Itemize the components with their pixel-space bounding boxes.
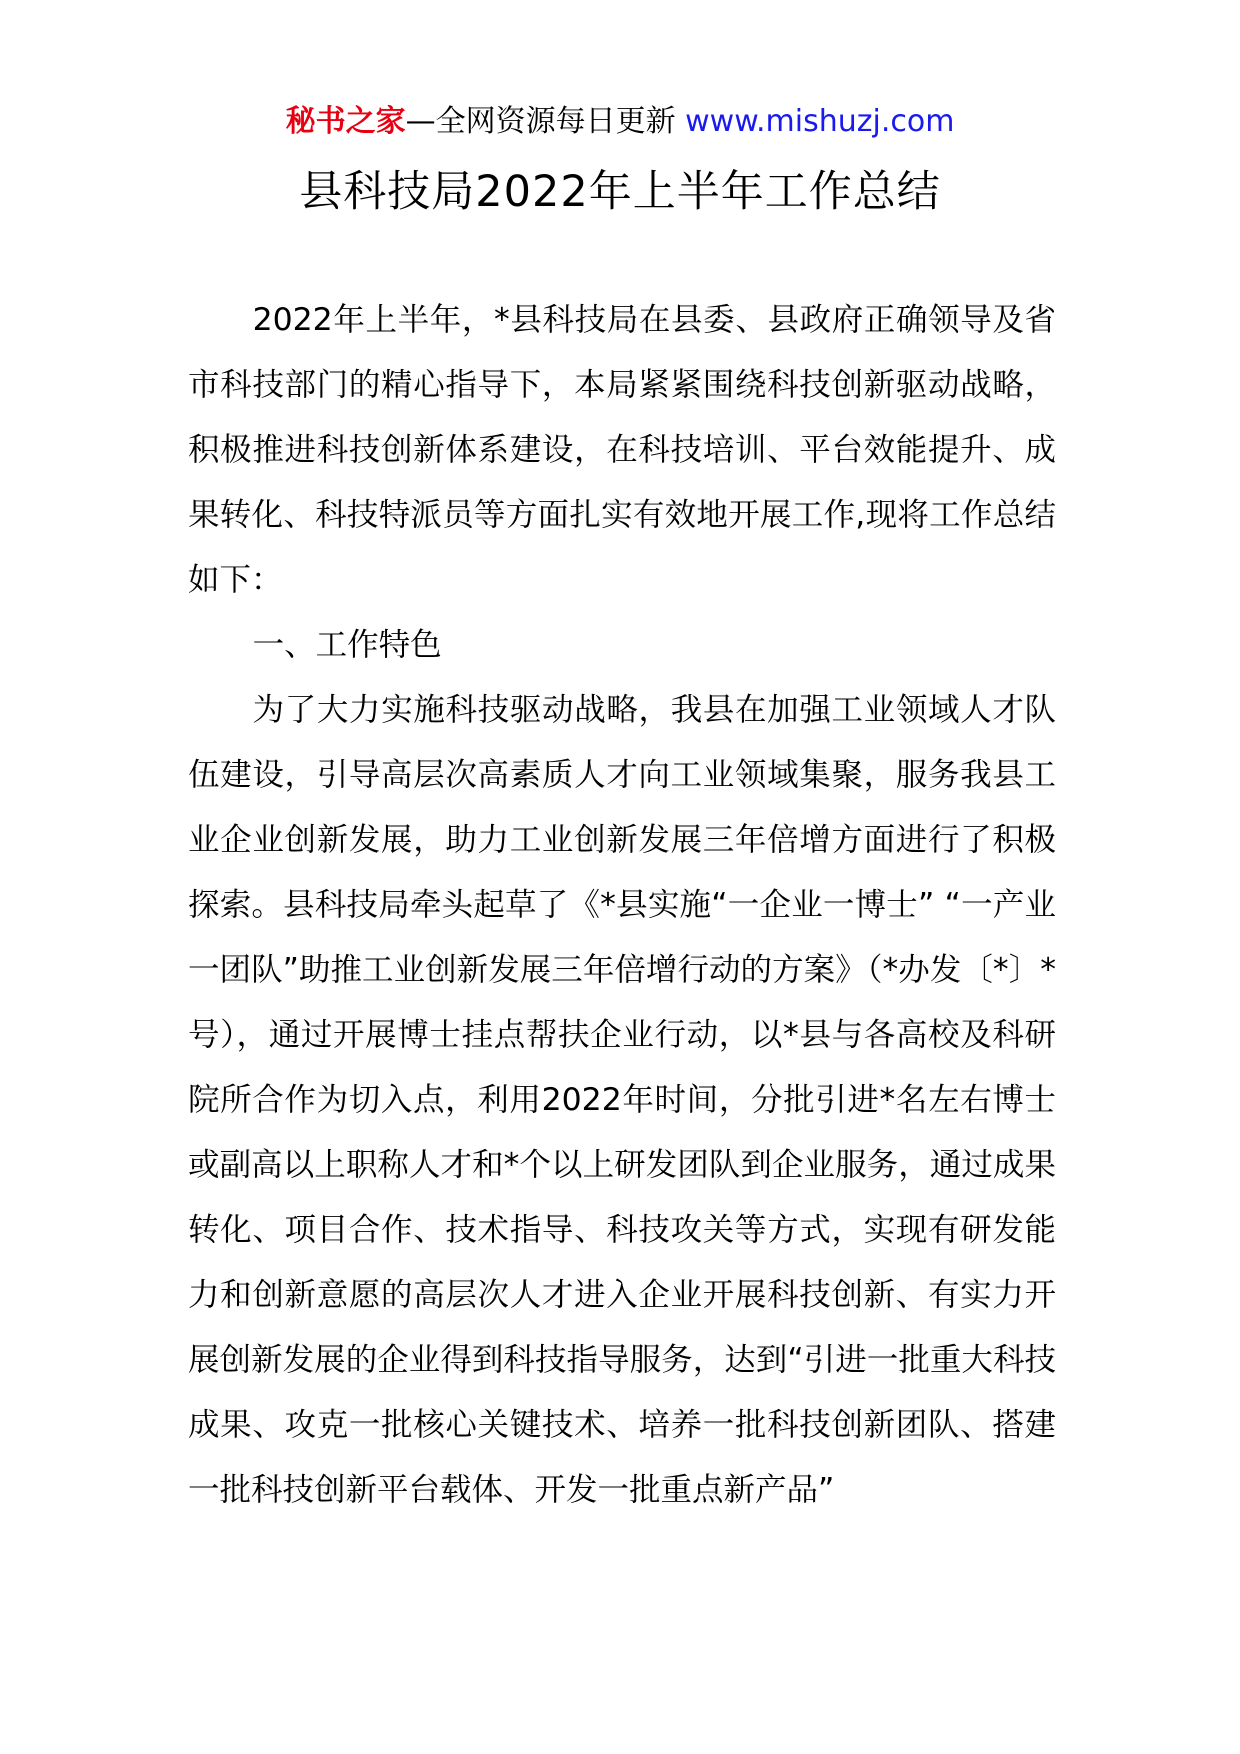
document-title: 县科技局2022年上半年工作总结 (299, 167, 941, 217)
site-header (0, 102, 1240, 142)
document-body (188, 288, 1056, 1523)
site-url-link[interactable]: www.mishuzj.com (685, 104, 955, 139)
site-brand: 秘书之家 (285, 104, 406, 139)
intro-paragraph: 2022年上半年，*县科技局在县委、县政府正确领导及省市科技部门的精心指导下，本局紧紧围绕科技创新驱动战略，积极推进科技创新体系建设，在科技培训、平台效能提升、成果转化、科技特派员等方面扎实有效地开展工作,现将工作总结如下： (188, 302, 1056, 598)
site-tagline: —全网资源每日更新 (405, 104, 676, 139)
section-heading: 一、工作特色 (252, 627, 442, 663)
section-paragraph: 为了大力实施科技驱动战略，我县在加强工业领域人才队伍建设，引导高层次高素质人才向工业领域集聚，服务我县工业企业创新发展，助力工业创新发展三年倍增方面进行了积极探索。县科技局牵头起草了《*县实施“一企业一博士” “一产业一团队”助推工业创新发展三年倍增行动的方案》（*办发〔*〕*号），通过开展博士挂点帮扶企业行动，以*县与各高校及科研院所合作为切入点，利用2022年时间，分批引进*名左右博士或副高以上职称人才和*个以上研发团队到企业服务，通过成果转化、项目合作、技术指导、科技攻关等方式，实现有研发能力和创新意愿的高层次人才进入企业开展科技创新、有实力开展创新发展的企业得到科技指导服务，达到“引进一批重大科技成果、攻克一批核心关键技术、培养一批科技创新团队、搭建一批科技创新平台载体、开发一批重点新产品” (188, 692, 1056, 1508)
